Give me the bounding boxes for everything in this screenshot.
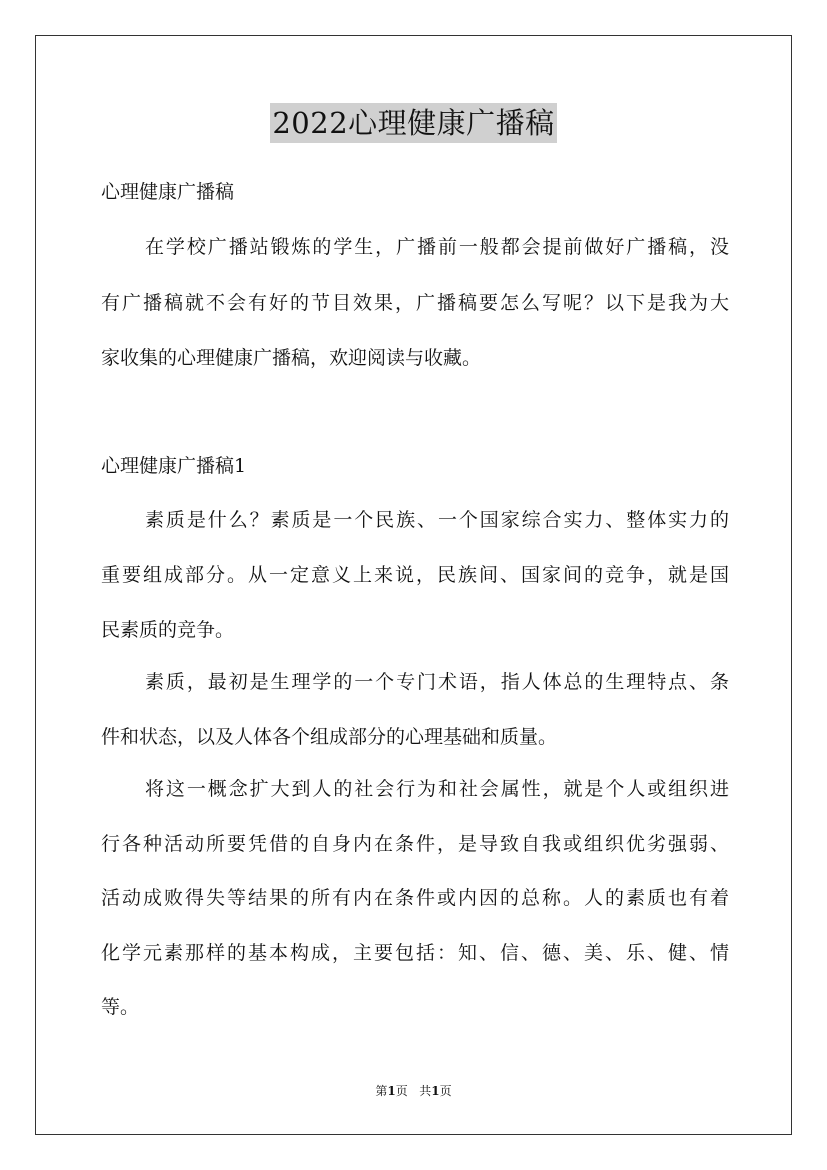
footer-total-number: 1 (431, 1084, 440, 1098)
paragraph-line: 素质是什么？素质是一个民族、一个国家综合实力、整体实力的 (145, 509, 729, 531)
paragraph-line: 素质，最初是生理学的一个专门术语，指人体总的生理特点、条 (145, 671, 729, 693)
paragraph-line: 行各种活动所要凭借的自身内在条件，是导致自我或组织优劣强弱、 (101, 833, 729, 855)
footer-page-prefix: 第 (375, 1084, 388, 1098)
page-footer (0, 1083, 827, 1099)
paragraph-line: 家收集的心理健康广播稿，欢迎阅读与收藏。 (101, 347, 482, 369)
title-container (0, 103, 827, 143)
paragraph-line: 活动成败得失等结果的所有内在条件或内因的总称。人的素质也有着 (101, 887, 729, 909)
paragraph-line: 有广播稿就不会有好的节目效果，广播稿要怎么写呢？以下是我为大 (101, 292, 729, 314)
paragraph-line: 等。 (101, 996, 140, 1018)
section-heading-intro: 心理健康广播稿 (101, 181, 235, 203)
document-title: 2022心理健康广播稿 (270, 103, 556, 143)
paragraph-line: 件和状态，以及人体各个组成部分的心理基础和质量。 (101, 726, 558, 748)
paragraph-line: 在学校广播站锻炼的学生，广播前一般都会提前做好广播稿，没 (145, 236, 729, 258)
footer-total-suffix: 页 (439, 1084, 452, 1098)
paragraph-line: 化学元素那样的基本构成，主要包括：知、信、德、美、乐、健、情 (101, 942, 729, 964)
section-heading-1: 心理健康广播稿1 (101, 455, 247, 477)
footer-page-suffix: 页 (395, 1084, 408, 1098)
footer-total-prefix: 共 (419, 1084, 432, 1098)
paragraph-line: 民素质的竞争。 (101, 619, 235, 641)
footer-page-number: 1 (387, 1084, 396, 1098)
paragraph-line: 重要组成部分。从一定意义上来说，民族间、国家间的竞争，就是国 (101, 564, 729, 586)
paragraph-line: 将这一概念扩大到人的社会行为和社会属性，就是个人或组织进 (145, 778, 729, 800)
